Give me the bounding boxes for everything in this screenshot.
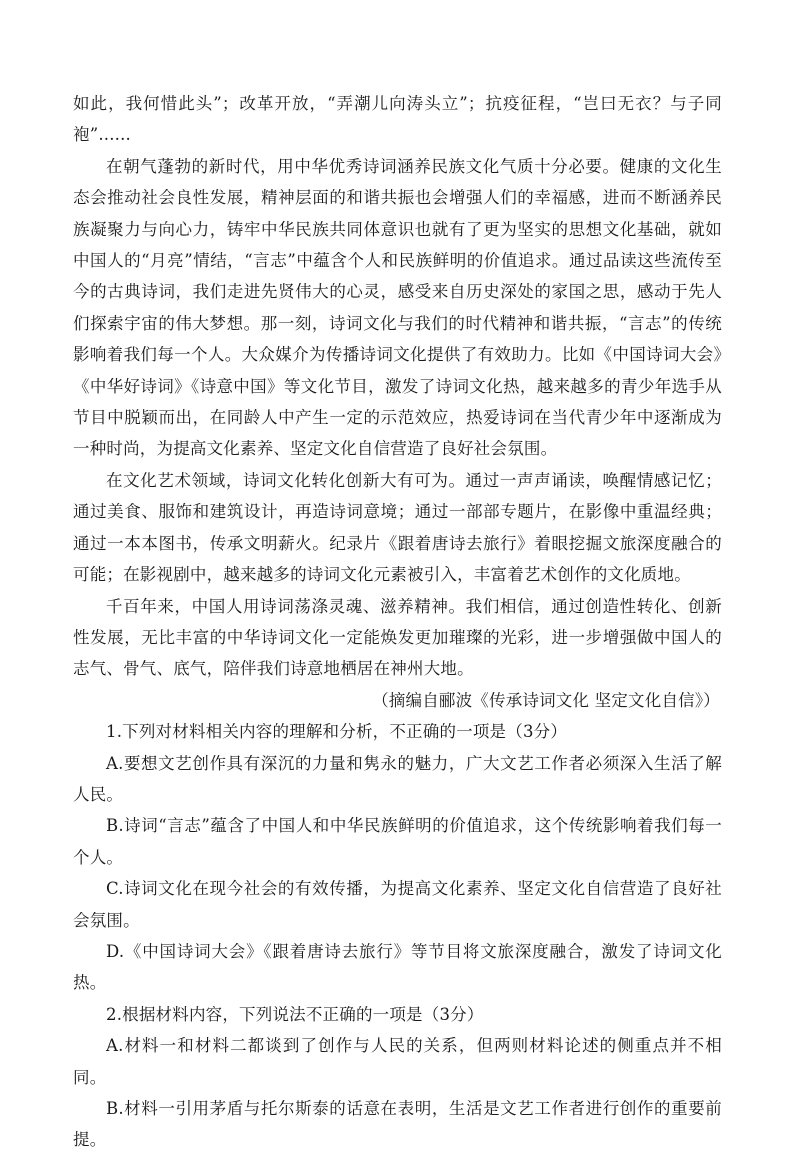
continuation-paragraph: 如此，我何惜此头”；改革开放，“弄潮儿向涛头立”；抗疫征程，“岂曰无衣？与子同袍”...... bbox=[73, 94, 722, 145]
option-b: B.材料一引用茅盾与托尔斯泰的话意在表明，生活是文艺工作者进行创作的重要前提。 bbox=[73, 1099, 722, 1150]
body-paragraph-poetry-culture: 在朝气蓬勃的新时代，用中华优秀诗词涵养民族文化气质十分必要。健康的文化生态会推动社会良性发展，精神层面的和谐共振也会增强人们的幸福感，进而不断涵养民族凝聚力与向心力，铸牢中华民族共同体意识也就有了更为坚实的思想文化基础，就如中国人的“月亮”情结，“言志”中蕴含个人和民族鲜明的价值追求。通过品读这些流传至今的古典诗词，我们走进先贤伟大的心灵，感受来自历史深处的家国之思，感动于先人们探索宇宙的伟大梦想。那一刻，诗词文化与我们的时代精神和谐共振，“言志”的传统影响着我们每一个人。大众媒介为传播诗词文化提供了有效助力。比如《中国诗词大会》《中华好诗词》《诗意中国》等文化节目，激发了诗词文化热，越来越多的青少年选手从节目中脱颖而出，在同龄人中产生一定的示范效应，热爱诗词在当代青少年中逐渐成为一种时尚，为提高文化素养、坚定文化自信营造了良好社会氛围。 bbox=[73, 156, 722, 459]
question-stem: 2.根据材料内容，下列说法不正确的一项是（3分） bbox=[106, 1004, 484, 1024]
body-paragraph-conclusion: 千百年来，中国人用诗词荡涤灵魂、滋养精神。我们相信，通过创造性转化、创新性发展，无比丰富的中华诗词文化一定能焕发更加璀璨的光彩，进一步增强做中国人的志气、骨气、底气，陪伴我们诗意地栖居在神州大地。 bbox=[73, 596, 722, 679]
question-2 bbox=[73, 999, 722, 1156]
question-1 bbox=[73, 716, 722, 999]
body-paragraph-arts-field: 在文化艺术领域，诗词文化转化创新大有可为。通过一声声诵读，唤醒情感记忆；通过美食、服饰和建筑设计，再造诗词意境；通过一部部专题片，在影像中重温经典；通过一本本图书，传承文明薪火。纪录片《跟着唐诗去旅行》着眼挖掘文旅深度融合的可能；在影视剧中，越来越多的诗词文化元素被引入，丰富着艺术创作的文化质地。 bbox=[73, 470, 722, 585]
question-stem: 1.下列对材料相关内容的理解和分析，不正确的一项是（3分） bbox=[106, 722, 568, 742]
option-d: D.《中国诗词大会》《跟着唐诗去旅行》等节目将文旅深度融合，激发了诗词文化热。 bbox=[73, 941, 722, 993]
option-a: A.材料一和材料二都谈到了创作与人民的关系，但两则材料论述的侧重点并不相同。 bbox=[73, 1036, 722, 1087]
source-citation: （摘编自郦波《传承诗词文化 坚定文化自信》） bbox=[372, 690, 720, 710]
option-c: C.诗词文化在现今社会的有效传播，为提高文化素养、坚定文化自信营造了良好社会氛围。 bbox=[73, 879, 722, 930]
option-a: A.要想文艺创作具有深沉的力量和隽永的魅力，广大文艺工作者必须深入生活了解人民。 bbox=[73, 753, 722, 804]
option-b: B.诗词“言志”蕴含了中国人和中华民族鲜明的价值追求，这个传统影响着我们每一个人。 bbox=[73, 816, 722, 867]
